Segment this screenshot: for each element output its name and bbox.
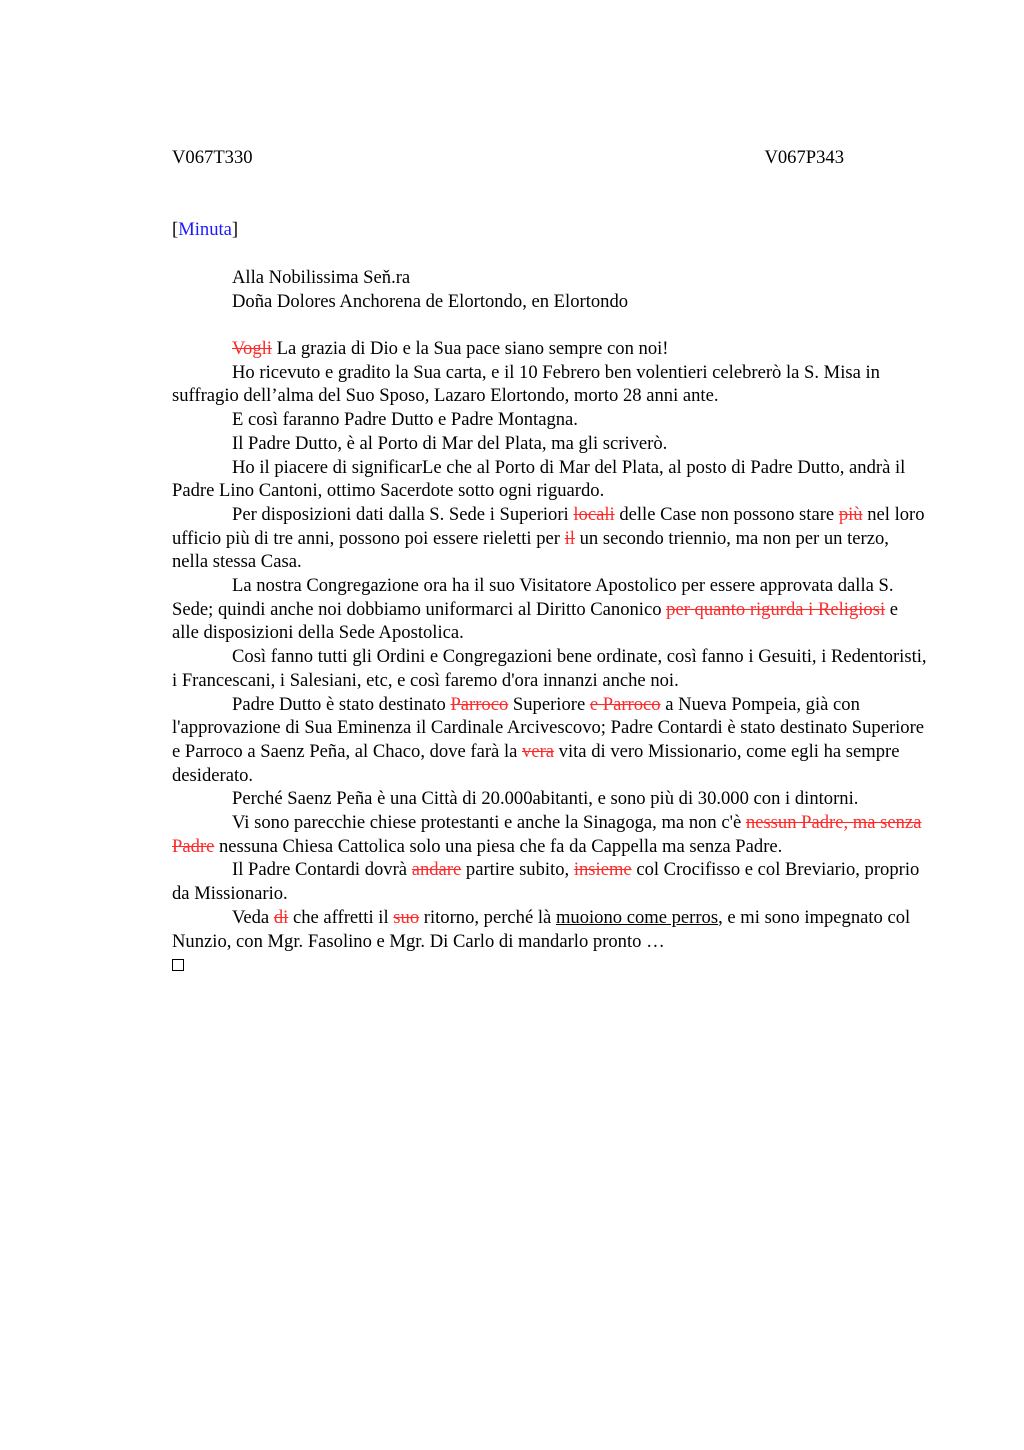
deleted-text: suo: [393, 906, 420, 928]
address-line-2: Doña Dolores Anchorena de Elortondo, en Elortondo: [232, 290, 629, 312]
deleted-text: Parroco: [450, 693, 509, 715]
deleted-text: più: [838, 503, 863, 525]
left-reference-code: V067T330: [172, 147, 253, 168]
paragraph-text: Il Padre Dutto, è al Porto di Mar del Plata, ma gli scriverò.: [232, 432, 668, 454]
paragraph-2: [172, 361, 927, 408]
deleted-text: vera: [522, 740, 555, 762]
paragraph-7: [172, 574, 927, 645]
deleted-text: e Parroco: [589, 693, 661, 715]
deleted-text: per quanto rigurda i Religiosi: [666, 598, 886, 620]
paragraph-text: E così faranno Padre Dutto e Padre Montagna.: [232, 409, 578, 431]
paragraph-text: La grazia di Dio e la Sua pace siano sempre con noi!: [271, 338, 669, 359]
paragraph-text: , e mi sono impegnato col Nunzio, con Mgr. Fasolino e Mgr. Di Carlo di mandarlo pronto …: [172, 906, 911, 952]
paragraph-text: Ho il piacere di significarLe che al Porto di Mar del Plata, al posto di Padre Dutto, andrà il Padre Lino Cantoni, ottimo Sacerdote sotto ogni riguardo.: [172, 456, 906, 502]
letter-body: [172, 337, 927, 978]
paragraph-text: Ho ricevuto e gradito la Sua carta, e il 10 Febrero ben volentieri celebrerò la S. Misa in suffragio dell’alma del Suo Sposo, Lazaro Elortondo, morto 28 anni ante.: [172, 361, 880, 407]
paragraph-text: La nostra Congregazione ora ha il suo Visitatore Apostolico per essere approvata dalla S. Sede; quindi anche noi dobbiamo uniformarci al Diritto Canonico: [172, 575, 894, 620]
paragraph-text: nel loro ufficio più di tre anni, possono poi essere rieletti per: [172, 503, 925, 549]
paragraph-text: Per disposizioni dati dalla S. Sede i Superiori: [232, 503, 574, 525]
paragraph-text: che affretti il: [288, 906, 394, 928]
recipient-address: [232, 266, 628, 313]
minuta-label-line: [172, 218, 238, 242]
end-marker: [172, 953, 927, 978]
paragraph-text: partire subito,: [461, 859, 574, 881]
paragraph-text: delle Case non possono stare: [614, 503, 839, 525]
square-outline-icon: [172, 959, 184, 971]
paragraph-text: ritorno, perché là: [419, 906, 556, 928]
paragraph-text: Padre Dutto è stato destinato: [232, 693, 451, 715]
paragraph-11: [172, 811, 927, 858]
paragraph-13: [172, 906, 927, 953]
paragraph-text: Così fanno tutti gli Ordini e Congregazioni bene ordinate, così fanno i Gesuiti, i Redentoristi, i Francescani, i Salesiani, etc, e così faremo d'ora innanzi anche noi.: [172, 646, 927, 691]
paragraph-text: Perché Saenz Peña è una Città di 20.000abitanti, e sono più di 30.000 con i dintorni.: [232, 788, 859, 810]
paragraph-4: [172, 432, 927, 456]
paragraph-12: [172, 858, 927, 905]
minuta-close-bracket: ]: [231, 219, 239, 240]
paragraph-text: Vi sono parecchie chiese protestanti e anche la Sinagoga, ma non c'è: [232, 812, 746, 834]
paragraph-10: [172, 787, 927, 811]
paragraph-text: col Crocifisso e col Breviario, proprio da Missionario.: [172, 859, 920, 905]
underlined-text: muoiono come perros: [555, 906, 719, 928]
paragraph-text: a Nueva Pompeia, già con l'approvazione di Sua Eminenza il Cardinale Arcivescovo; Padre Contardi è stato destinato Superiore e Parroco a Saenz Peña, al Chaco, dove farà la: [172, 693, 925, 762]
minuta-open-bracket: [: [172, 219, 179, 240]
right-reference-code: V067P343: [764, 147, 844, 168]
deleted-text: nessun Padre, ma senza Padre: [172, 812, 922, 857]
paragraph-9: [172, 693, 927, 788]
deleted-text: di: [273, 906, 289, 928]
deleted-text: locali: [573, 503, 615, 525]
paragraph-text: un secondo triennio, ma non per un terzo, nella stessa Casa.: [172, 527, 889, 573]
paragraph-text: vita di vero Missionario, come egli ha sempre desiderato.: [172, 740, 900, 786]
paragraph-text: e alle disposizioni della Sede Apostolica.: [172, 598, 899, 644]
paragraph-6: [172, 503, 927, 574]
deleted-text: Vogli: [232, 338, 272, 359]
paragraph-8: [172, 645, 927, 692]
deleted-text: andare: [411, 859, 462, 881]
address-line-1: Alla Nobilissima Seň.ra: [232, 267, 411, 288]
paragraph-5: [172, 456, 927, 503]
paragraph-text: Superiore: [508, 693, 590, 715]
deleted-text: il: [564, 527, 575, 549]
document-header: [172, 146, 852, 170]
paragraph-1: [172, 337, 927, 361]
deleted-text: insieme: [573, 859, 632, 881]
minuta-label: Minuta: [178, 219, 232, 240]
paragraph-3: [172, 408, 927, 432]
paragraph-text: Il Padre Contardi dovrà: [232, 859, 412, 881]
paragraph-text: nessuna Chiesa Cattolica solo una piesa che fa da Cappella ma senza Padre.: [214, 835, 783, 857]
paragraph-text: Veda: [232, 906, 274, 928]
